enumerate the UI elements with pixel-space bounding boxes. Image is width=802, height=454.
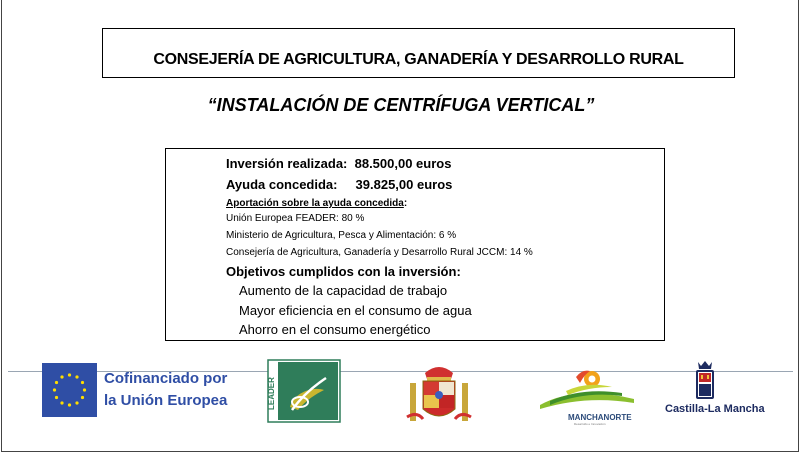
- leader-logo: [268, 360, 340, 422]
- header-box: [102, 28, 735, 78]
- objective-item: Mayor eficiencia en el consumo de agua: [239, 302, 472, 318]
- contribution-heading: [226, 197, 664, 210]
- manchanorte-label: MANCHANORTE: [568, 413, 632, 422]
- manchanorte-subtitle: Desarrollo e Innovación: [574, 422, 606, 426]
- investment-text: Inversión realizada: 88.500,00 euros: [226, 156, 452, 171]
- eu-line-2: la Unión Europea: [104, 392, 228, 409]
- aid-text: Ayuda concedida: 39.825,00 euros: [226, 177, 453, 192]
- info-box: [165, 148, 665, 341]
- header-title: CONSEJERÍA DE AGRICULTURA, GANADERÍA Y DESARROLLO RURAL: [153, 51, 684, 68]
- contribution-heading-colon: :: [403, 198, 408, 209]
- funding-ministry: Ministerio de Agricultura, Pesca y Alimentación: 6 %: [226, 230, 457, 241]
- spain-coat-of-arms-icon: [407, 361, 471, 431]
- castilla-la-mancha-logo: [665, 360, 765, 420]
- objectives-heading: Objetivos cumplidos con la inversión:: [226, 264, 461, 279]
- eu-flag-icon: [42, 363, 97, 417]
- funding-regional: Consejería de Agricultura, Ganadería y Desarrollo Rural JCCM: 14 %: [226, 247, 533, 258]
- objective-item: Ahorro en el consumo energético: [239, 322, 431, 337]
- castilla-la-mancha-label: Castilla-La Mancha: [665, 403, 765, 415]
- project-title: “INSTALACIÓN DE CENTRÍFUGA VERTICAL”: [207, 95, 595, 115]
- funding-eu: Unión Europea FEADER: 80 %: [226, 213, 365, 224]
- objective-item: Aumento de la capacidad de trabajo: [239, 283, 448, 298]
- leader-label: LEADER: [267, 377, 276, 410]
- eu-cofinanced-text: [104, 368, 227, 412]
- castle-crown-icon: [665, 360, 745, 400]
- eu-line-1: Cofinanciado por: [104, 370, 228, 387]
- manchanorte-logo: [536, 367, 638, 425]
- eu-stars-icon: [42, 363, 97, 417]
- contribution-heading-label: Aportación sobre la ayuda concedida: [226, 198, 404, 209]
